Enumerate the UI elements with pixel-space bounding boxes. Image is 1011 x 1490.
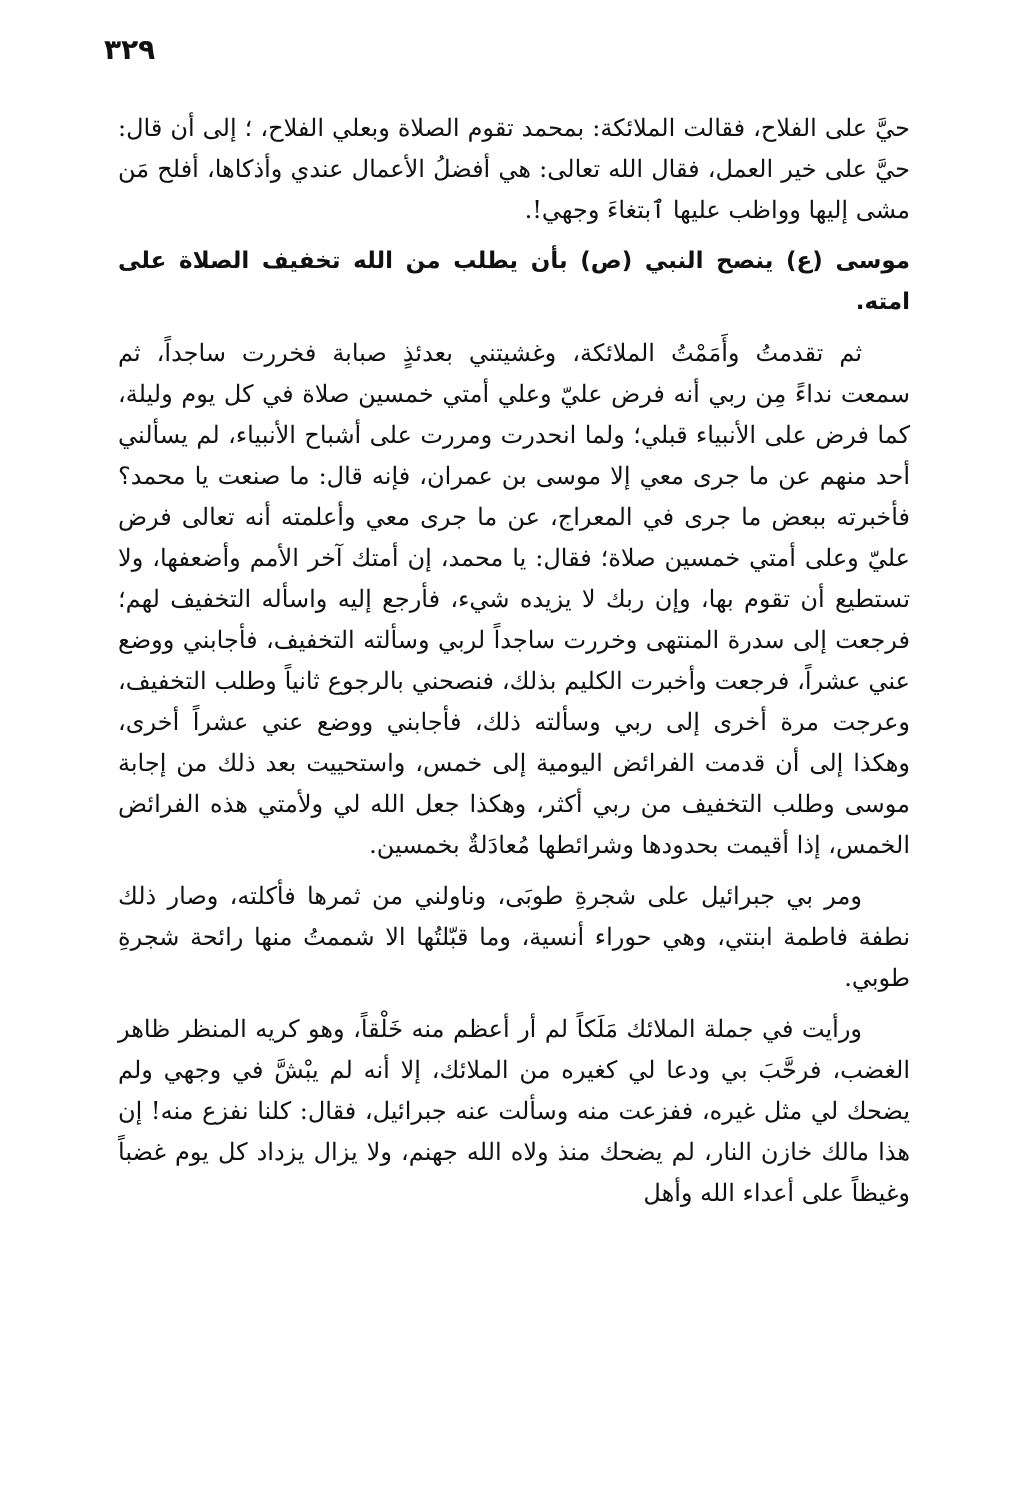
section-heading: موسى (ع) ينصح النبي (ص) بأن يطلب من الله تخفيف الصلاة على امته.	[118, 248, 910, 315]
page-content	[118, 108, 910, 1224]
paragraph-prayer-reduction: ثم تقدمتُ وأَمَمْتُ الملائكة، وغشيتني بعدئذٍ صبابة فخررت ساجداً، ثم سمعت نداءً مِن ربي أنه فرض عليّ وعلي أمتي خمسين صلاة في كل يوم وليلة، كما فرض على الأنبياء قبلي؛ ولما انحدرت ومررت على أشباح الأنبياء، لم يسألني أحد منهم عن ما جرى معي إلا موسى بن عمران، فإنه قال: ما صنعت يا محمد؟ فأخبرته ببعض ما جرى في المعراج، عن ما جرى معي وأعلمته أنه تعالى فرض عليّ وعلى أمتي خمسين صلاة؛ فقال: يا محمد، إن أمتك آخر الأمم وأضعفها، ولا تستطيع أن تقوم بها، وإن ربك لا يزيده شيء، فأرجع إليه واسأله التخفيف لهم؛ فرجعت إلى سدرة المنتهى وخررت ساجداً لربي وسألته التخفيف، فأجابني ووضع عني عشراً، فرجعت وأخبرت الكليم بذلك، فنصحني بالرجوع ثانياً وطلب التخفيف، وعرجت مرة أخرى إلى ربي وسألته ذلك، فأجابني ووضع عني عشراً أخرى، وهكذا إلى أن قدمت الفرائض اليومية إلى خمس، واستحييت بعد ذلك من إجابة موسى وطلب التخفيف من ربي أكثر، وهكذا جعل الله لي ولأمتي هذه الفرائض الخمس، إذا أقيمت بحدودها وشرائطها مُعادَلةٌ بخمسين.	[118, 339, 911, 859]
paragraph-adhan-ending: حيَّ على الفلاح، فقالت الملائكة: بمحمد تقوم الصلاة وبعلي الفلاح، ؛ إلى أن قال: حيَّ على خير العمل، فقال الله تعالى: هي أفضلُ الأعمال عندي وأذكاها، أفلح مَن مشى إليها وواظب عليها ٱبتغاءَ وجهي!.	[118, 114, 910, 224]
paragraph-tuba-tree: ومر بي جبرائيل على شجرةِ طوبَى، وناولني من ثمرها فأكلته، وصار ذلك نطفة فاطمة ابنتي، وهي حوراء أنسية، وما قبّلتُها الا شممتُ منها رائحة شجرةِ طوبي.	[118, 882, 910, 992]
page-number: ٣٢٩	[104, 33, 156, 66]
paragraph-malik-angel: ورأيت في جملة الملائك مَلَكاً لم أر أعظم منه خَلْقاً، وهو كريه المنظر ظاهر الغضب، فرحَّبَ بي ودعا لي كغيره من الملائك، إلا أنه لم يبْشَّ في وجهي ولم يضحك لي مثل غيره، ففزعت منه وسألت عنه جبرائيل، فقال: كلنا نفزع منه! إن هذا مالك خازن النار، لم يضحك منذ ولاه الله جهنم، ولا يزال يزداد كل يوم غضباً وغيظاً على أعداء الله وأهل	[118, 1015, 911, 1207]
